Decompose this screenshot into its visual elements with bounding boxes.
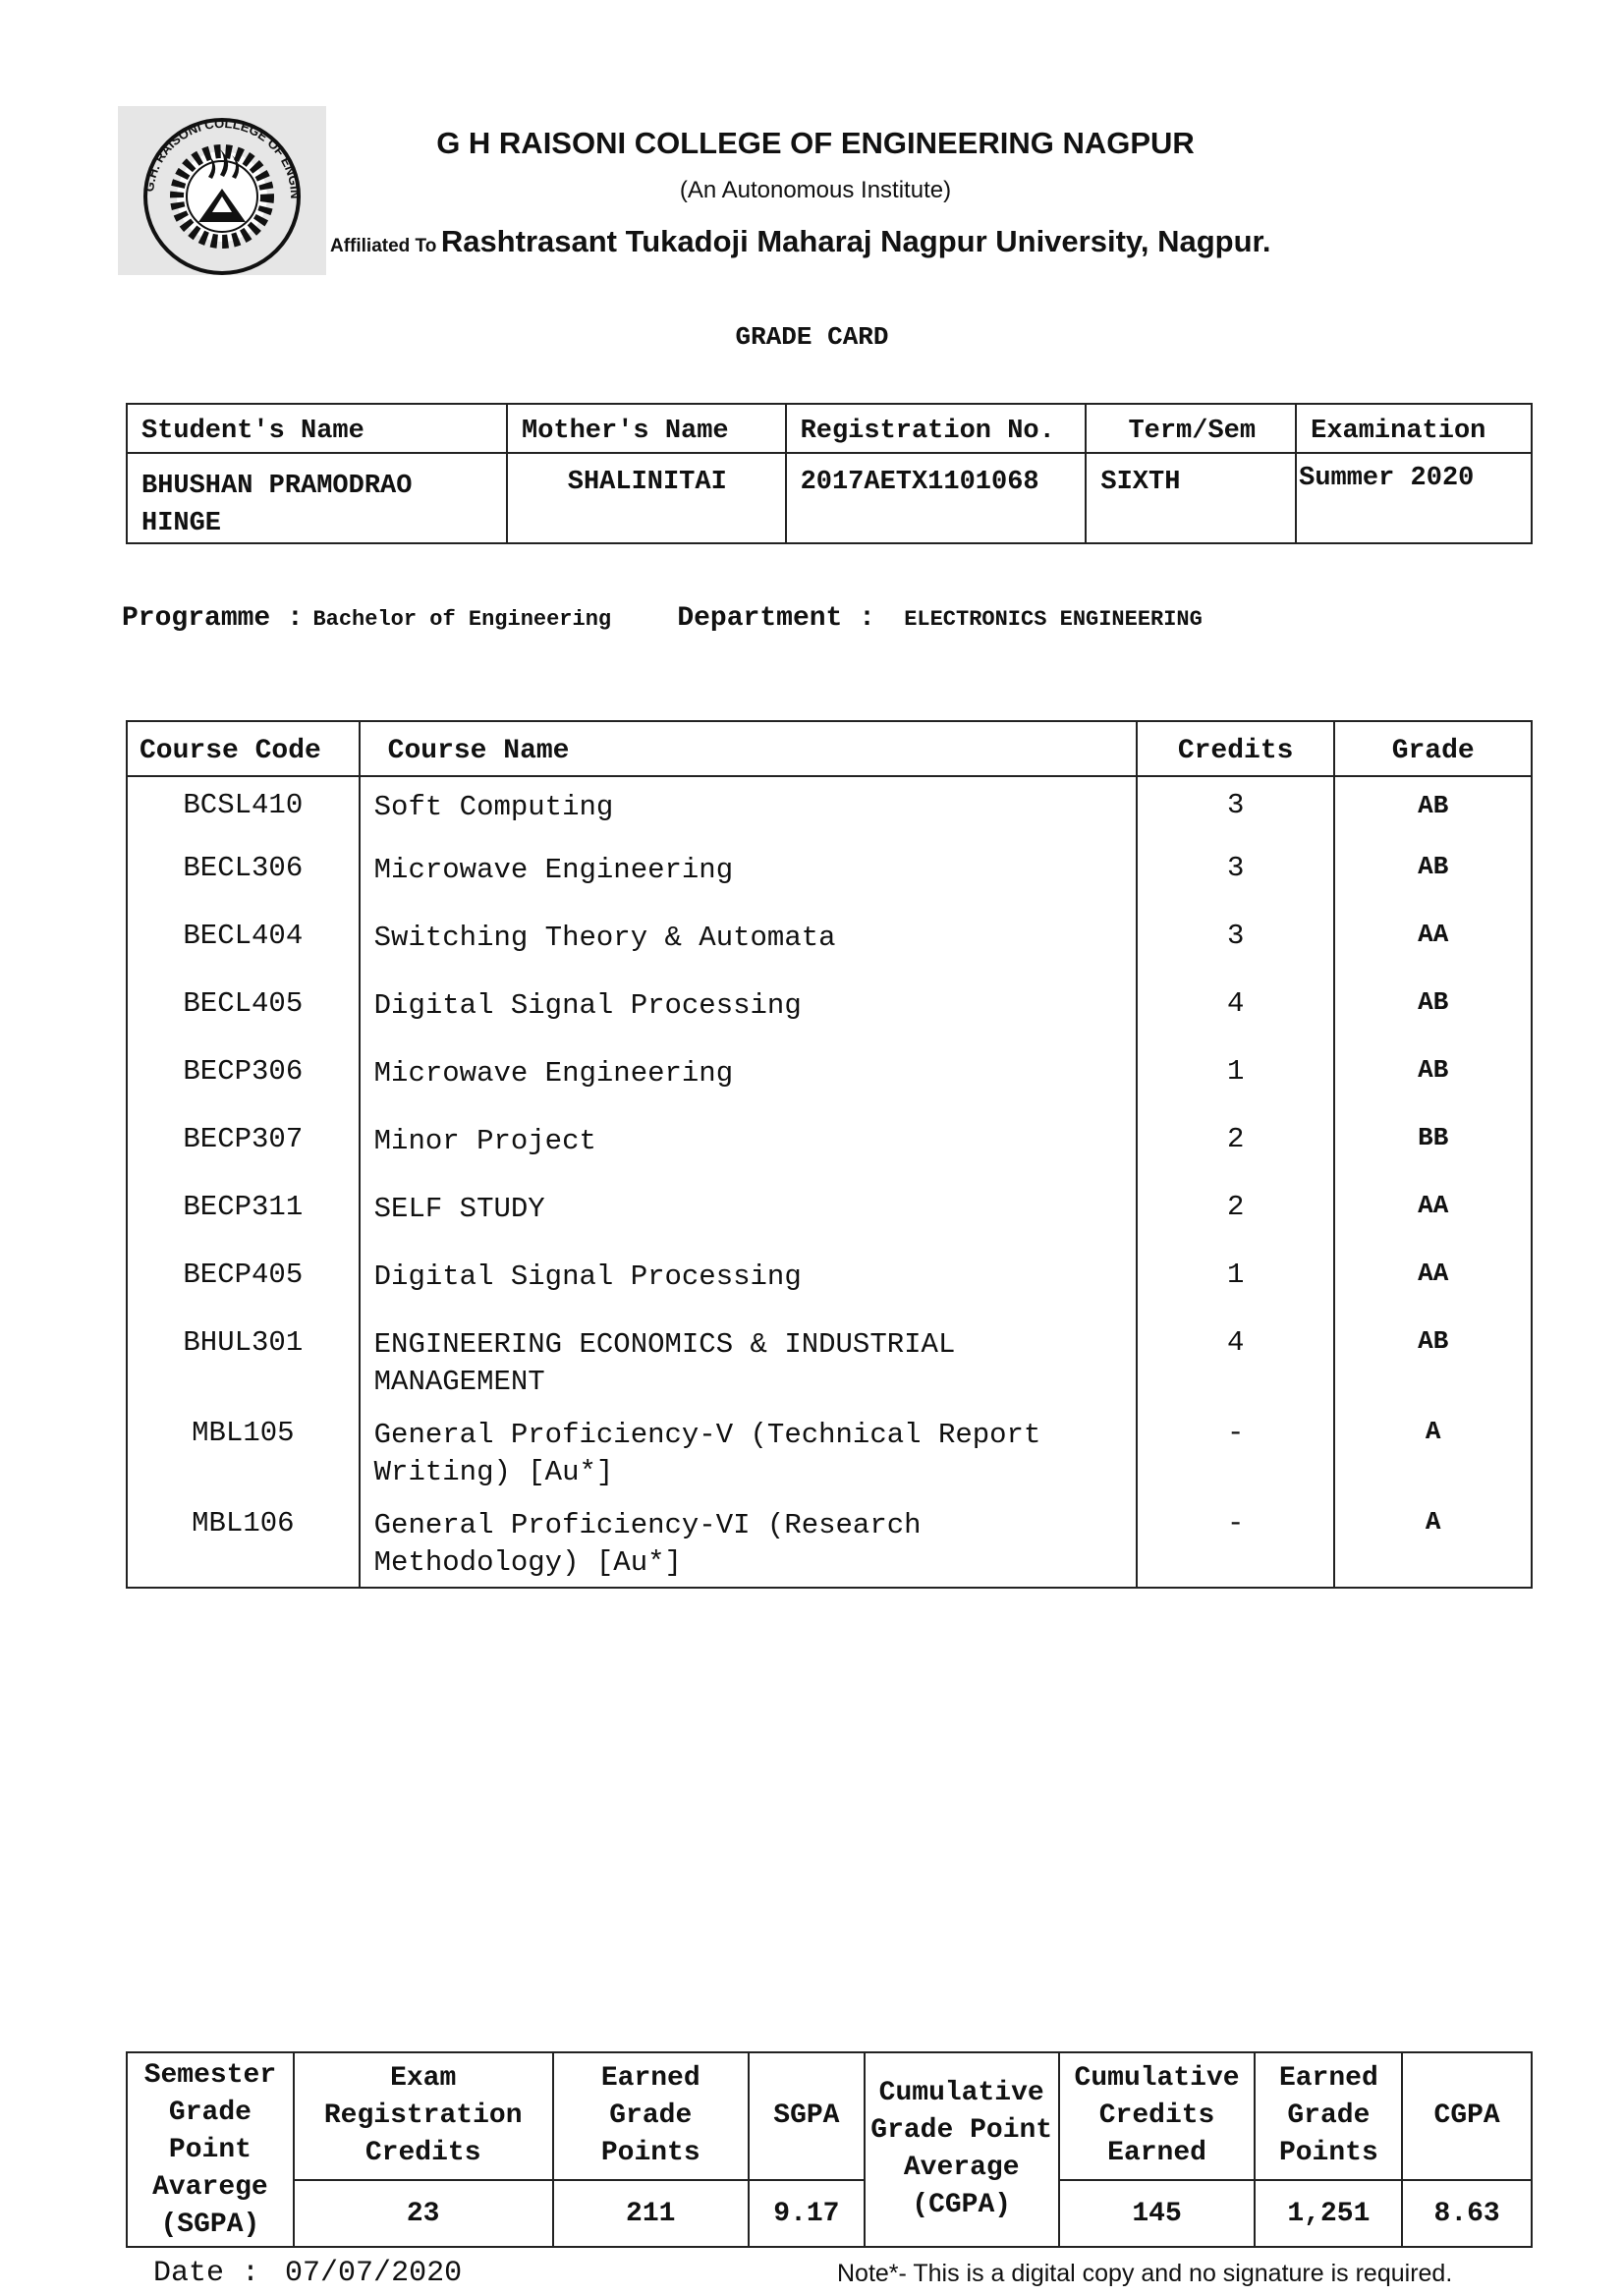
table-row: [127, 1115, 1532, 1183]
registration-no: 2017AETX1101068: [786, 453, 1087, 543]
course-grade: AB: [1334, 844, 1532, 912]
affiliated-to-label: Affiliated To: [330, 236, 437, 256]
table-row: [127, 1318, 1532, 1409]
sgpa-group-header: Semester Grade Point Avarege (SGPA): [127, 2052, 294, 2247]
digital-copy-note: Note*- This is a digital copy and no signature is required.: [837, 2260, 1453, 2287]
college-name: G H RAISONI COLLEGE OF ENGINEERING NAGPUR: [436, 126, 1195, 160]
course-name: Microwave Engineering: [360, 1047, 1137, 1115]
document-title: GRADE CARD: [735, 322, 889, 352]
date-label: Date :: [153, 2257, 260, 2290]
examination: Summer 2020: [1296, 453, 1532, 543]
course-grade: BB: [1334, 1115, 1532, 1183]
course-code: BECL306: [127, 844, 360, 912]
term-sem: SIXTH: [1086, 453, 1296, 543]
course-code: MBL105: [127, 1409, 360, 1499]
course-grade: AA: [1334, 912, 1532, 980]
department-label: Department :: [677, 603, 875, 634]
course-name: Digital Signal Processing: [360, 1251, 1137, 1318]
course-credits: 3: [1137, 844, 1335, 912]
table-row: [127, 1047, 1532, 1115]
table-row: [127, 1499, 1532, 1588]
course-code: BECP311: [127, 1183, 360, 1251]
cgpa-value: 8.63: [1402, 2180, 1532, 2247]
table-row: [127, 1251, 1532, 1318]
course-credits: 4: [1137, 1318, 1335, 1409]
course-credits: 1: [1137, 1047, 1335, 1115]
course-grade: A: [1334, 1409, 1532, 1499]
course-credits: 1: [1137, 1251, 1335, 1318]
grade-summary-table: [126, 2051, 1533, 2248]
table-row: [127, 1409, 1532, 1499]
exam-registration-credits-header: Exam Registration Credits: [294, 2052, 553, 2180]
term-sem-header: Term/Sem: [1086, 404, 1296, 453]
credits-header: Credits: [1137, 721, 1335, 776]
course-grade: AA: [1334, 1251, 1532, 1318]
student-name: BHUSHAN PRAMODRAO HINGE: [127, 453, 507, 543]
programme-department-line: [122, 603, 1203, 634]
course-code: BECP405: [127, 1251, 360, 1318]
affiliation-line: [330, 224, 1270, 259]
course-grade: AA: [1334, 1183, 1532, 1251]
course-name: SELF STUDY: [360, 1183, 1137, 1251]
svg-text:G.H. RAISONI COLLEGE OF ENGINE: G.H. RAISONI COLLEGE OF ENGIN: [141, 115, 304, 199]
course-name-header: Course Name: [360, 721, 1137, 776]
cgpa-group-header: Cumulative Grade Point Average (CGPA): [865, 2052, 1059, 2247]
programme-label: Programme :: [122, 603, 304, 634]
programme-value: Bachelor of Engineering: [312, 607, 612, 632]
course-credits: 4: [1137, 980, 1335, 1047]
course-name: Microwave Engineering: [360, 844, 1137, 912]
grade-header: Grade: [1334, 721, 1532, 776]
course-code: MBL106: [127, 1499, 360, 1588]
table-row: [127, 776, 1532, 844]
earned-grade-points: 211: [553, 2180, 749, 2247]
course-code-header: Course Code: [127, 721, 360, 776]
course-code: BECL404: [127, 912, 360, 980]
course-code: BECP306: [127, 1047, 360, 1115]
course-grade: AB: [1334, 1047, 1532, 1115]
course-credits: 3: [1137, 912, 1335, 980]
table-row: [127, 844, 1532, 912]
course-grade: A: [1334, 1499, 1532, 1588]
table-row: [127, 1183, 1532, 1251]
course-credits: 2: [1137, 1183, 1335, 1251]
student-info-table: [126, 403, 1533, 544]
mother-name-header: Mother's Name: [507, 404, 786, 453]
table-row: [127, 912, 1532, 980]
exam-registration-credits: 23: [294, 2180, 553, 2247]
course-grade: AB: [1334, 1318, 1532, 1409]
registration-no-header: Registration No.: [786, 404, 1087, 453]
mother-name: SHALINITAI: [507, 453, 786, 543]
cumulative-credits-earned: 145: [1059, 2180, 1256, 2247]
course-name: Minor Project: [360, 1115, 1137, 1183]
course-code: BCSL410: [127, 776, 360, 844]
course-credits: -: [1137, 1499, 1335, 1588]
cumulative-earned-grade-points: 1,251: [1255, 2180, 1402, 2247]
sgpa-value: 9.17: [749, 2180, 865, 2247]
date-value: 07/07/2020: [285, 2257, 463, 2290]
course-name: ENGINEERING ECONOMICS & INDUSTRIAL MANAGEMENT: [360, 1318, 1137, 1409]
course-credits: -: [1137, 1409, 1335, 1499]
sgpa-header: SGPA: [749, 2052, 865, 2180]
course-code: BECL405: [127, 980, 360, 1047]
course-code: BECP307: [127, 1115, 360, 1183]
student-name-header: Student's Name: [127, 404, 507, 453]
course-credits: 2: [1137, 1115, 1335, 1183]
course-table: [126, 720, 1533, 1589]
course-grade: AB: [1334, 776, 1532, 844]
course-grade: AB: [1334, 980, 1532, 1047]
course-name: Switching Theory & Automata: [360, 912, 1137, 980]
cgpa-header: CGPA: [1402, 2052, 1532, 2180]
course-name: General Proficiency-V (Technical Report Writing) [Au*]: [360, 1409, 1137, 1499]
course-name: Soft Computing: [360, 776, 1137, 844]
cumulative-earned-grade-points-header: Earned Grade Points: [1255, 2052, 1402, 2180]
course-credits: 3: [1137, 776, 1335, 844]
course-code: BHUL301: [127, 1318, 360, 1409]
department-value: ELECTRONICS ENGINEERING: [904, 607, 1203, 632]
university-name: Rashtrasant Tukadoji Maharaj Nagpur University, Nagpur.: [440, 224, 1271, 258]
course-name: General Proficiency-VI (Research Methodology) [Au*]: [360, 1499, 1137, 1588]
date-line: [153, 2257, 462, 2290]
earned-grade-points-header: Earned Grade Points: [553, 2052, 749, 2180]
table-row: [127, 980, 1532, 1047]
cumulative-credits-earned-header: Cumulative Credits Earned: [1059, 2052, 1256, 2180]
examination-header: Examination: [1296, 404, 1532, 453]
autonomous-status: (An Autonomous Institute): [679, 177, 952, 203]
course-name: Digital Signal Processing: [360, 980, 1137, 1047]
